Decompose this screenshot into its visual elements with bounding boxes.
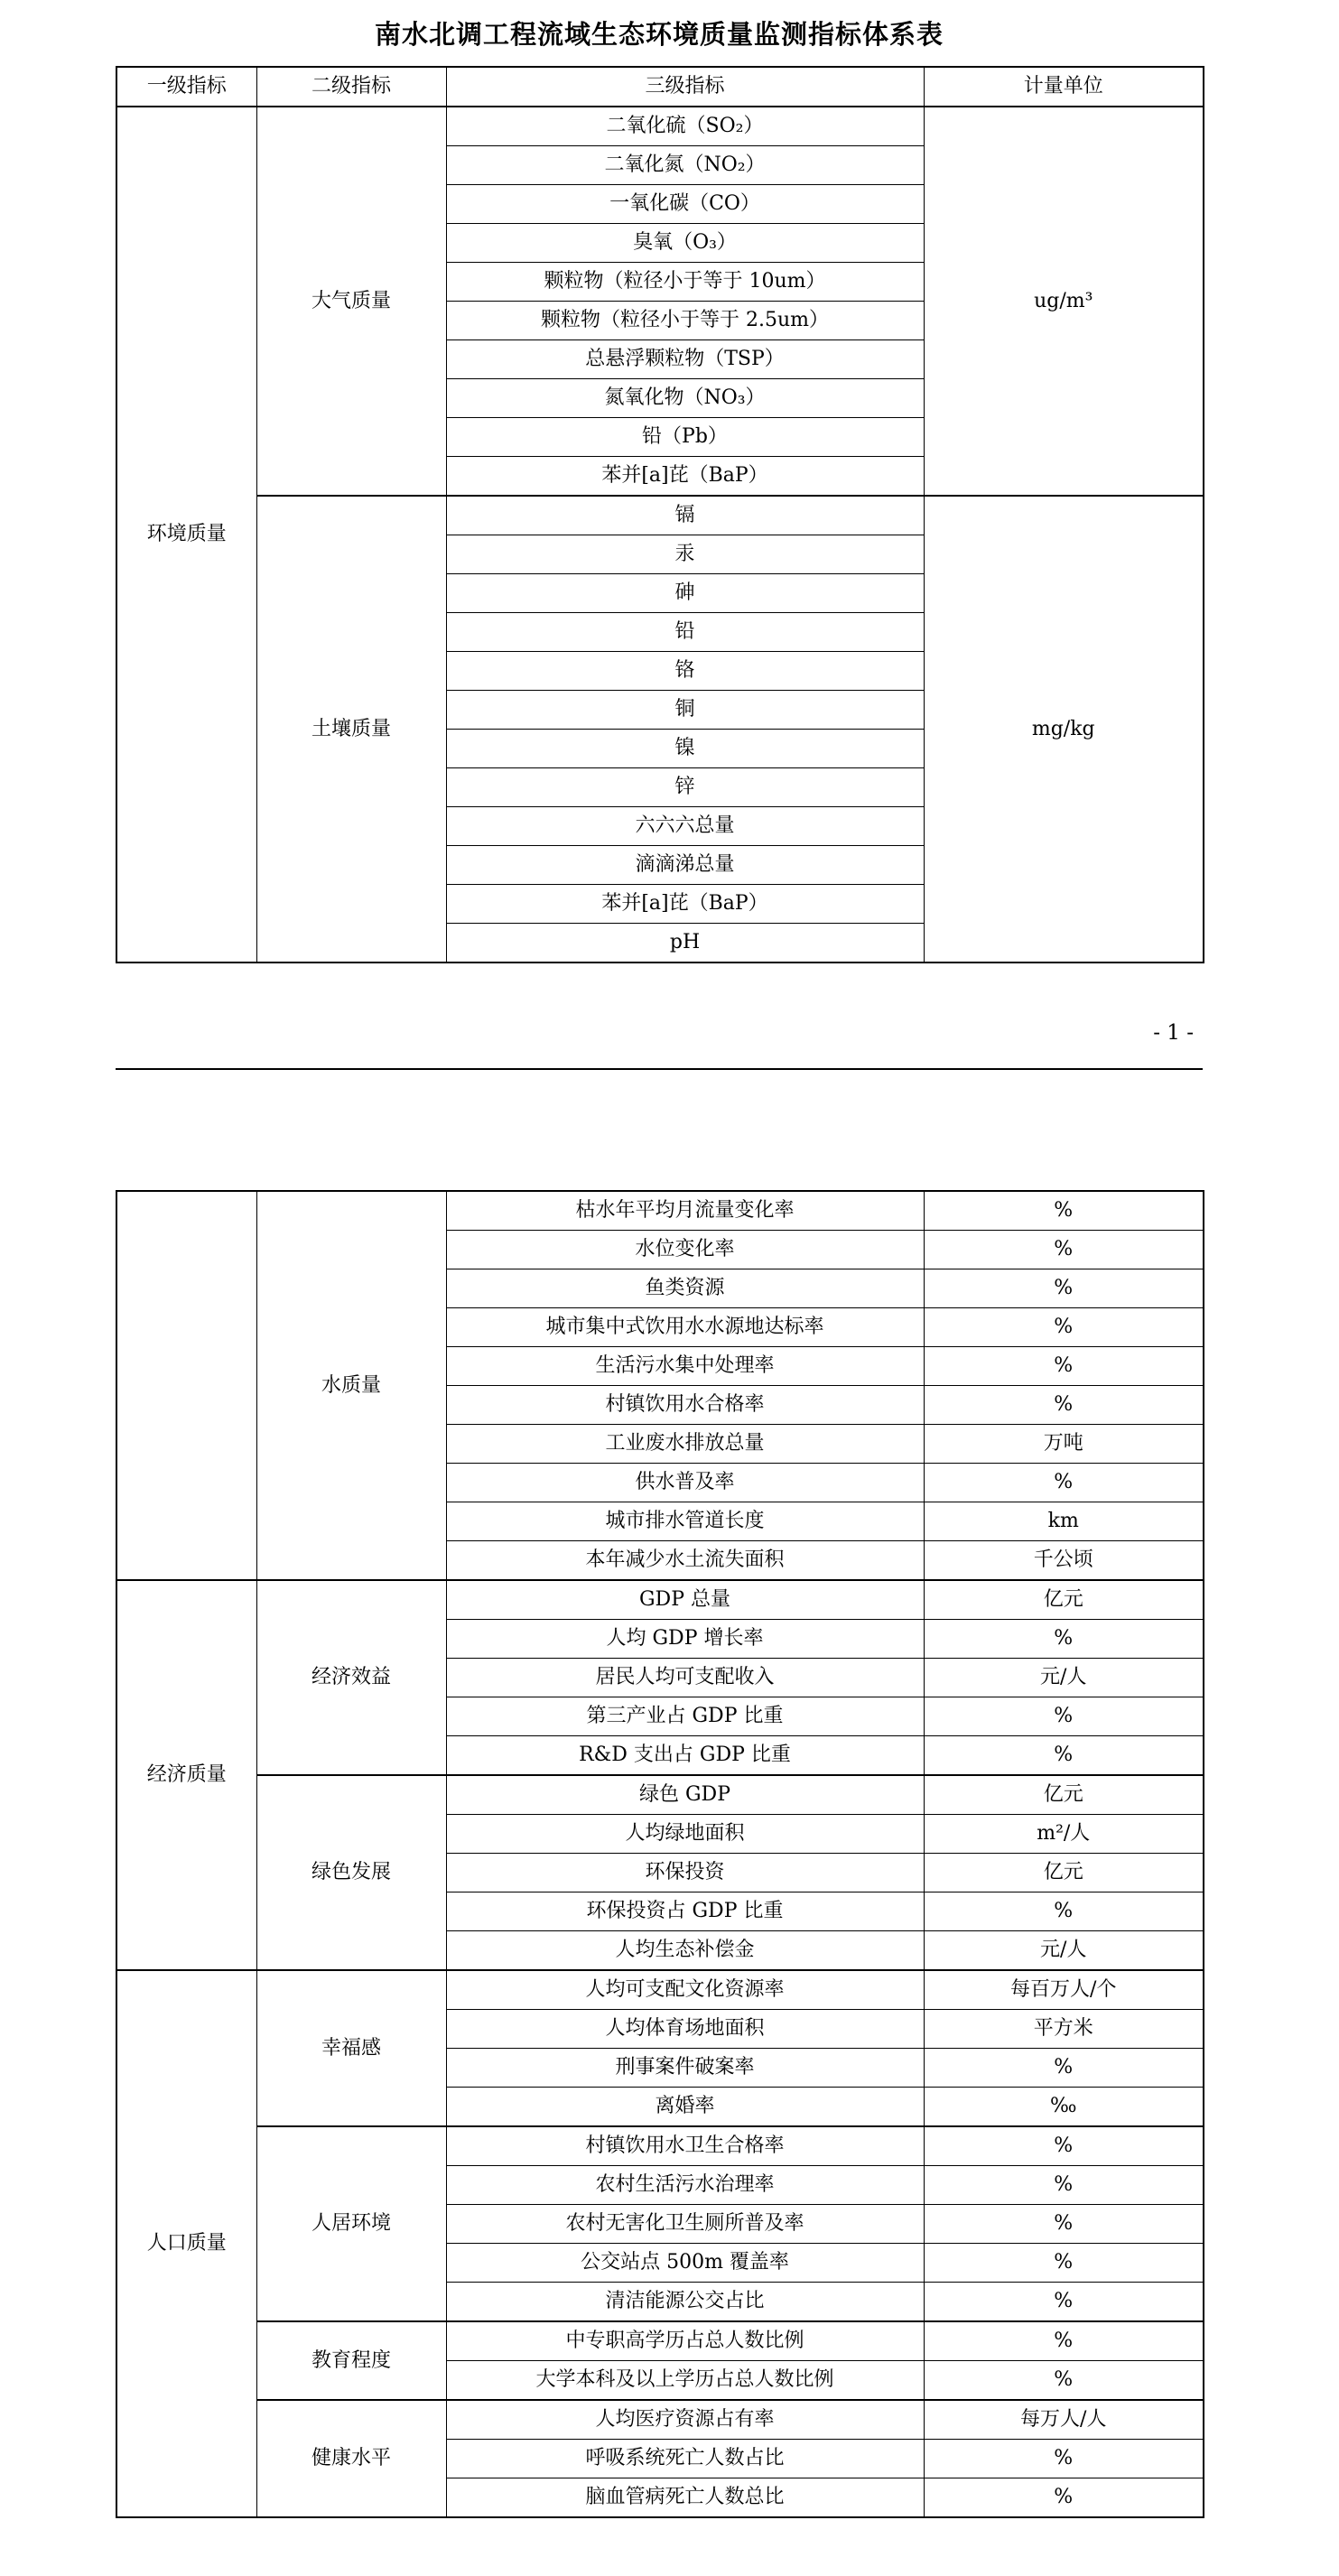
unit-cell: 每万人/人	[924, 2400, 1204, 2440]
indicator-cell: R&D 支出占 GDP 比重	[446, 1736, 924, 1776]
indicator-table-page2-body	[116, 1191, 1204, 2517]
unit-cell: %	[924, 2244, 1204, 2283]
unit-cell: %	[924, 2166, 1204, 2205]
unit-cell: 亿元	[924, 1775, 1204, 1815]
indicator-cell: 汞	[446, 535, 924, 574]
column-header-2: 二级指标	[256, 67, 446, 107]
table-row	[116, 1775, 1204, 1815]
level1-cell	[116, 1191, 256, 1580]
unit-cell: %	[924, 2049, 1204, 2088]
table-row	[116, 2400, 1204, 2440]
unit-cell: 千公顷	[924, 1541, 1204, 1581]
indicator-table-page1-body	[116, 67, 1204, 963]
table-row	[116, 1191, 1204, 1231]
level2-cell: 水质量	[256, 1191, 446, 1580]
table-row	[116, 1580, 1204, 1620]
indicator-cell: 人均绿地面积	[446, 1815, 924, 1854]
unit-cell: %	[924, 2478, 1204, 2518]
unit-cell: ‰	[924, 2088, 1204, 2127]
indicator-cell: 人均体育场地面积	[446, 2010, 924, 2049]
column-header-4: 计量单位	[924, 67, 1204, 107]
indicator-cell: 臭氧（O₃）	[446, 224, 924, 263]
indicator-cell: 人均医疗资源占有率	[446, 2400, 924, 2440]
indicator-cell: 环保投资占 GDP 比重	[446, 1892, 924, 1931]
unit-cell: %	[924, 2440, 1204, 2478]
column-header-1: 一级指标	[116, 67, 256, 107]
indicator-cell: 颗粒物（粒径小于等于 2.5um）	[446, 302, 924, 340]
column-header-3: 三级指标	[446, 67, 924, 107]
indicator-cell: 环保投资	[446, 1854, 924, 1892]
table-row	[116, 107, 1204, 146]
page-number: - 1 -	[1153, 1021, 1194, 1045]
indicator-cell: 苯并[a]芘（BaP）	[446, 457, 924, 497]
level1-cell: 环境质量	[116, 107, 256, 963]
indicator-cell: pH	[446, 924, 924, 963]
level2-cell: 大气质量	[256, 107, 446, 496]
page-divider-line	[116, 1068, 1203, 1070]
level2-cell: 教育程度	[256, 2321, 446, 2400]
indicator-cell: 农村生活污水治理率	[446, 2166, 924, 2205]
indicator-cell: 刑事案件破案率	[446, 2049, 924, 2088]
unit-cell: %	[924, 2283, 1204, 2322]
indicator-cell: 城市集中式饮用水水源地达标率	[446, 1308, 924, 1347]
indicator-cell: 铜	[446, 691, 924, 730]
indicator-cell: 离婚率	[446, 2088, 924, 2127]
indicator-cell: 二氧化氮（NO₂）	[446, 146, 924, 185]
unit-cell: m²/人	[924, 1815, 1204, 1854]
indicator-cell: 人均可支配文化资源率	[446, 1970, 924, 2010]
indicator-cell: 二氧化硫（SO₂）	[446, 107, 924, 146]
unit-cell: %	[924, 1269, 1204, 1308]
indicator-cell: 苯并[a]芘（BaP）	[446, 885, 924, 924]
unit-cell: %	[924, 1347, 1204, 1386]
indicator-cell: 中专职高学历占总人数比例	[446, 2321, 924, 2361]
indicator-cell: 清洁能源公交占比	[446, 2283, 924, 2322]
indicator-cell: 第三产业占 GDP 比重	[446, 1697, 924, 1736]
indicator-cell: 人均生态补偿金	[446, 1931, 924, 1971]
unit-cell: %	[924, 1231, 1204, 1269]
indicator-cell: 铅（Pb）	[446, 418, 924, 457]
level2-cell: 健康水平	[256, 2400, 446, 2517]
indicator-cell: 一氧化碳（CO）	[446, 185, 924, 224]
unit-cell: %	[924, 1620, 1204, 1659]
indicator-cell: 砷	[446, 574, 924, 613]
indicator-cell: 大学本科及以上学历占总人数比例	[446, 2361, 924, 2401]
indicator-cell: 氮氧化物（NO₃）	[446, 379, 924, 418]
indicator-cell: 生活污水集中处理率	[446, 1347, 924, 1386]
level2-cell: 人居环境	[256, 2126, 446, 2321]
table-row	[116, 67, 1204, 107]
level1-cell: 经济质量	[116, 1580, 256, 1970]
level2-cell: 经济效益	[256, 1580, 446, 1775]
indicator-table-page2	[116, 1190, 1204, 2518]
unit-cell: %	[924, 1464, 1204, 1502]
indicator-cell: 锌	[446, 768, 924, 807]
unit-cell: 元/人	[924, 1659, 1204, 1697]
indicator-cell: 鱼类资源	[446, 1269, 924, 1308]
level2-cell: 土壤质量	[256, 496, 446, 963]
table-row	[116, 2126, 1204, 2166]
level1-cell: 人口质量	[116, 1970, 256, 2517]
indicator-cell: 工业废水排放总量	[446, 1425, 924, 1464]
indicator-cell: 总悬浮颗粒物（TSP）	[446, 340, 924, 379]
indicator-cell: 供水普及率	[446, 1464, 924, 1502]
table-row	[116, 2321, 1204, 2361]
unit-cell: ug/m³	[924, 107, 1204, 496]
unit-cell: %	[924, 2321, 1204, 2361]
indicator-cell: 镍	[446, 730, 924, 768]
indicator-table-page1	[116, 66, 1204, 963]
indicator-cell: 农村无害化卫生厕所普及率	[446, 2205, 924, 2244]
indicator-cell: 六六六总量	[446, 807, 924, 846]
unit-cell: %	[924, 2126, 1204, 2166]
indicator-cell: 居民人均可支配收入	[446, 1659, 924, 1697]
indicator-cell: 颗粒物（粒径小于等于 10um）	[446, 263, 924, 302]
indicator-cell: 枯水年平均月流量变化率	[446, 1191, 924, 1231]
indicator-cell: 绿色 GDP	[446, 1775, 924, 1815]
indicator-cell: 本年减少水土流失面积	[446, 1541, 924, 1581]
unit-cell: %	[924, 1308, 1204, 1347]
unit-cell: %	[924, 1736, 1204, 1776]
page-title: 南水北调工程流域生态环境质量监测指标体系表	[374, 19, 944, 50]
unit-cell: mg/kg	[924, 496, 1204, 963]
unit-cell: 万吨	[924, 1425, 1204, 1464]
unit-cell: 亿元	[924, 1580, 1204, 1620]
indicator-cell: 村镇饮用水合格率	[446, 1386, 924, 1425]
unit-cell: %	[924, 1892, 1204, 1931]
level2-cell: 绿色发展	[256, 1775, 446, 1970]
indicator-cell: 呼吸系统死亡人数占比	[446, 2440, 924, 2478]
unit-cell: 元/人	[924, 1931, 1204, 1971]
indicator-cell: 水位变化率	[446, 1231, 924, 1269]
unit-cell: 每百万人/个	[924, 1970, 1204, 2010]
indicator-cell: 人均 GDP 增长率	[446, 1620, 924, 1659]
indicator-cell: GDP 总量	[446, 1580, 924, 1620]
unit-cell: 亿元	[924, 1854, 1204, 1892]
table-row	[116, 496, 1204, 535]
unit-cell: %	[924, 1191, 1204, 1231]
indicator-cell: 村镇饮用水卫生合格率	[446, 2126, 924, 2166]
unit-cell: %	[924, 2205, 1204, 2244]
table-row	[116, 1970, 1204, 2010]
indicator-cell: 城市排水管道长度	[446, 1502, 924, 1541]
unit-cell: 平方米	[924, 2010, 1204, 2049]
indicator-cell: 铅	[446, 613, 924, 652]
unit-cell: %	[924, 1697, 1204, 1736]
level2-cell: 幸福感	[256, 1970, 446, 2126]
unit-cell: km	[924, 1502, 1204, 1541]
indicator-cell: 公交站点 500m 覆盖率	[446, 2244, 924, 2283]
unit-cell: %	[924, 1386, 1204, 1425]
unit-cell: %	[924, 2361, 1204, 2401]
indicator-cell: 铬	[446, 652, 924, 691]
indicator-cell: 滴滴涕总量	[446, 846, 924, 885]
indicator-cell: 脑血管病死亡人数总比	[446, 2478, 924, 2518]
indicator-cell: 镉	[446, 496, 924, 535]
